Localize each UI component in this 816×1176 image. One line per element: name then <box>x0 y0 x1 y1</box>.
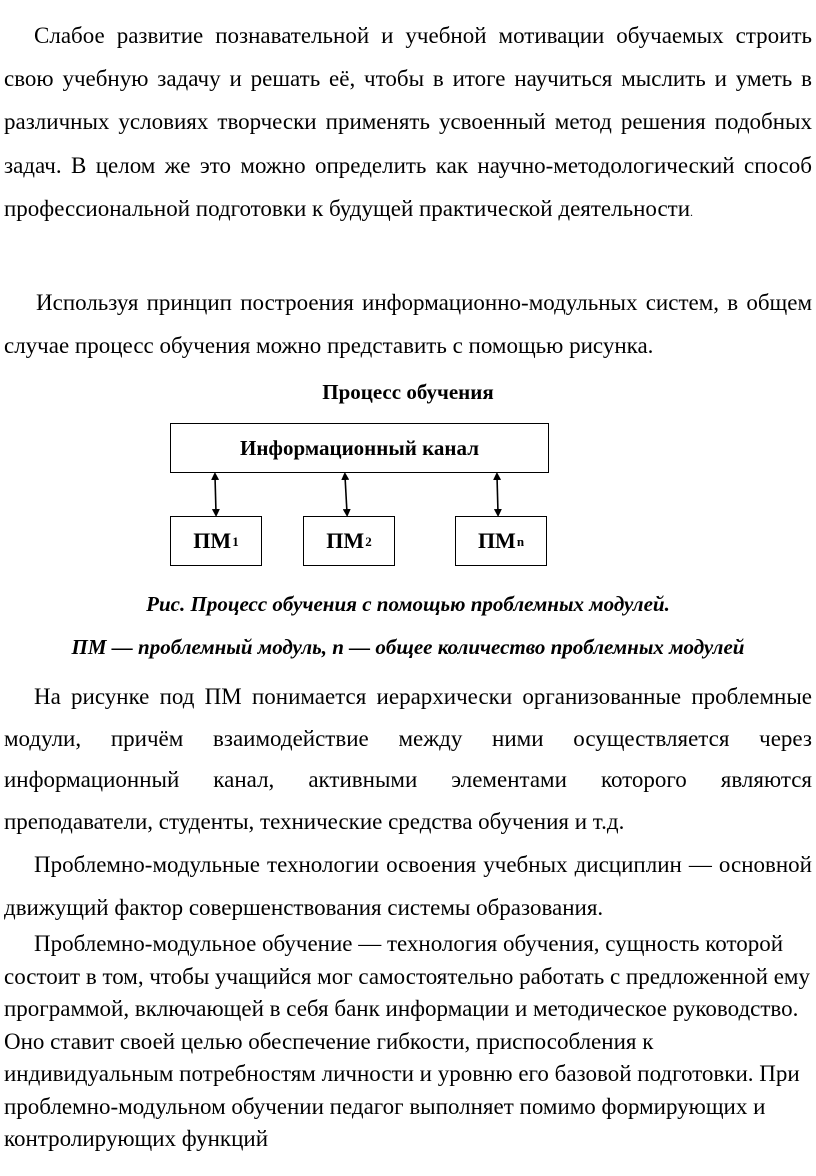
module-n-subscript: n <box>516 534 525 549</box>
paragraph-5: Проблемно-модульное обучение — технология обучения, сущность которой состоит в том, чтобы учащийся мог самостоятельно работать с предложенной ему программой, включающей в себя банк информации и методическое руководство. Оно ставит своей целью обеспечение гибкости, приспособления к индивидуальным потребностям личности и уровню его базовой подготовки. При проблемно-модульном обучении педагог выполняет помимо формирующих и контролирующих функций <box>4 931 810 1151</box>
arrow-pmn <box>497 476 498 513</box>
problem-module-1 <box>170 516 262 566</box>
module-n-label: ПМ <box>477 528 516 553</box>
figure-title: Процесс обучения <box>322 380 494 404</box>
paragraph-3: На рисунке под ПМ понимается иерархически организованные проблемные модули, причём взаимодействие между ними осуществляется через информационный канал, активными элементами которого являются преподаватели, студенты, технические средства обучения и т.д. <box>4 684 812 834</box>
figure-caption-line-2: ПМ — проблемный модуль, n — общее количество проблемных модулей <box>71 635 745 659</box>
information-channel-box <box>170 423 549 473</box>
paragraph-2: Используя принцип построения информационно-модульных систем, в общем случае процесс обучения можно представить с помощью рисунка. <box>4 290 812 358</box>
module-1-subscript: 1 <box>232 534 239 549</box>
paragraph-1 <box>4 14 812 234</box>
paragraph-1-period: . <box>690 204 694 219</box>
arrow-pm2 <box>345 476 347 513</box>
paragraph-1-text: Слабое развитие познавательной и учебной мотивации обучаемых строить свою учебную задачу и решать её, чтобы в итоге научиться мыслить и уметь в различных условиях творчески применять усвоенный метод решения подобных задач. В целом же это можно определить как научно-методологический способ профессиональной подготовки к будущей практической деятельности <box>4 23 812 221</box>
module-1-label: ПМ <box>193 528 232 553</box>
module-2-label: ПМ <box>326 528 365 553</box>
module-2-subscript: 2 <box>365 534 372 549</box>
information-channel-label: Информационный канал <box>240 435 479 460</box>
problem-module-n <box>455 516 547 566</box>
paragraph-4: Проблемно-модульные технологии освоения учебных дисциплин — основной движущий фактор совершенствования системы образования. <box>4 852 812 920</box>
figure-caption-line-1: Рис. Процесс обучения с помощью проблемных модулей. <box>146 592 670 616</box>
arrow-pm1 <box>215 476 216 513</box>
problem-module-2 <box>303 516 395 566</box>
